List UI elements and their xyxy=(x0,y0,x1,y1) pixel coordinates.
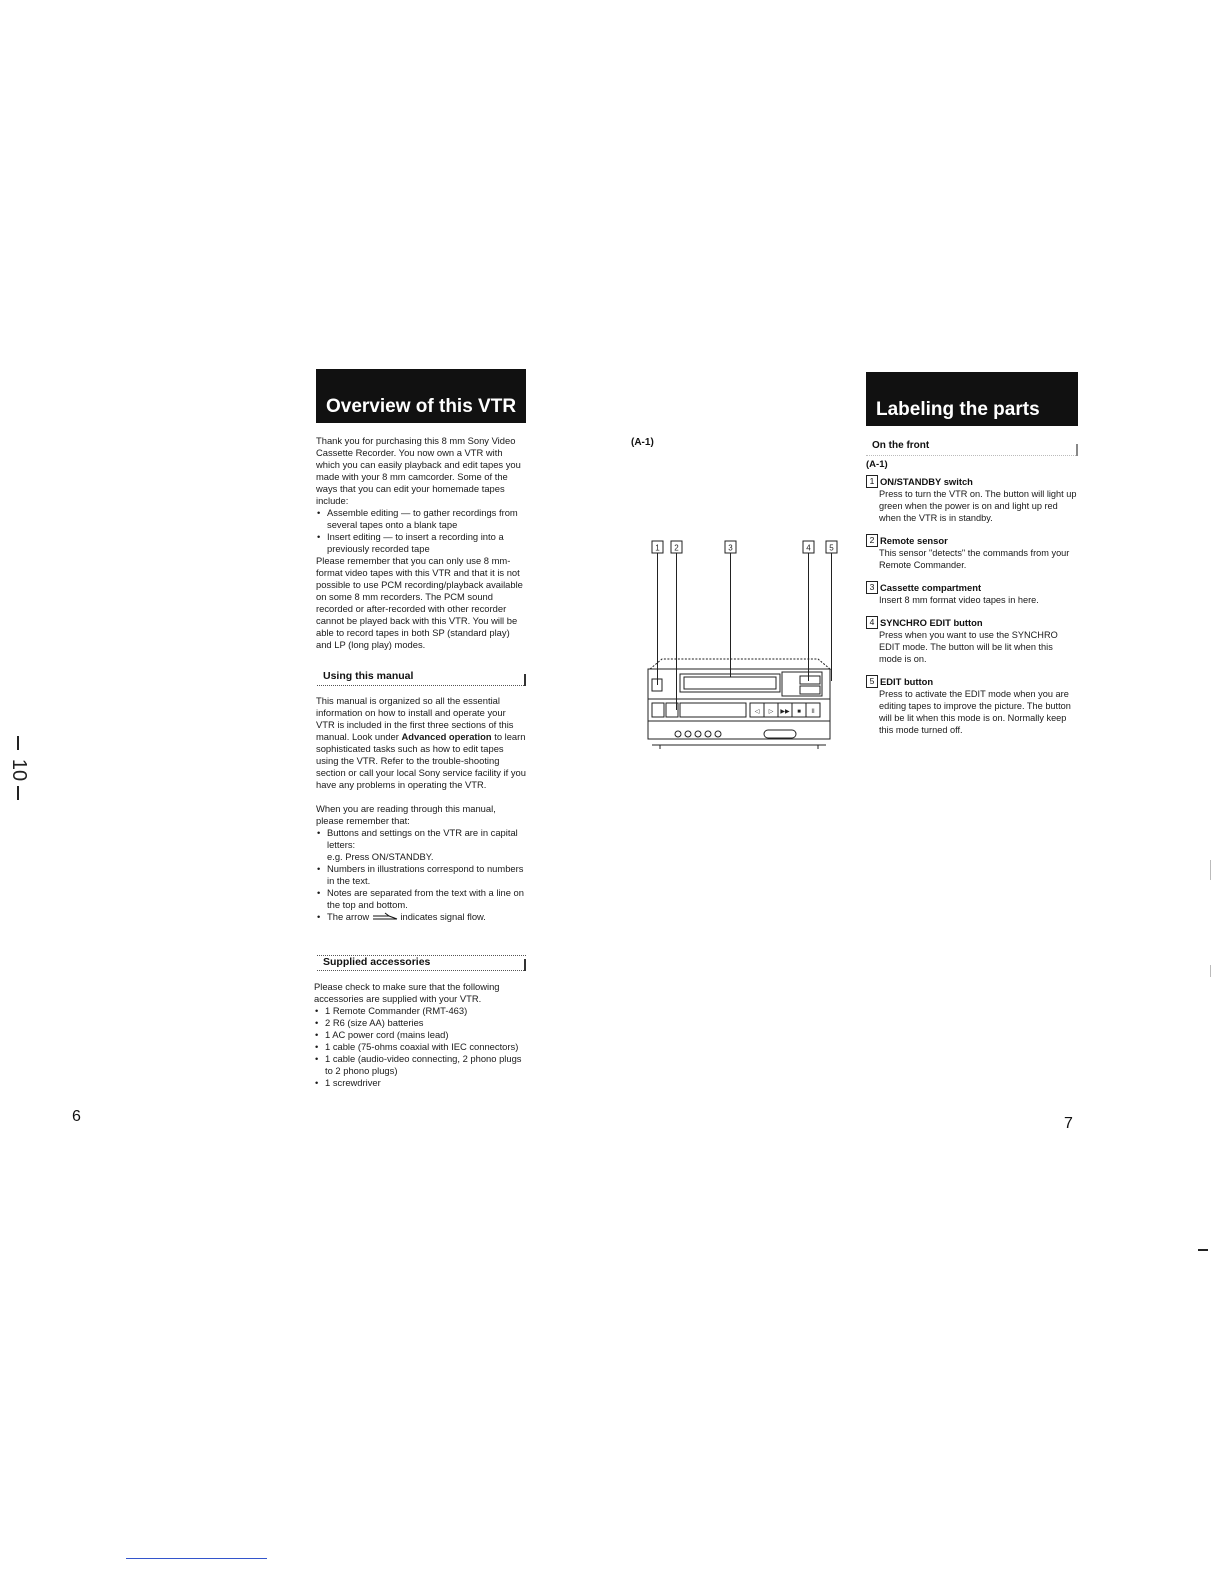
vtr-lower-panel xyxy=(648,699,830,721)
heading-end-mark xyxy=(1076,444,1078,456)
list-item: • 1 Remote Commander (RMT-463) xyxy=(314,1005,526,1017)
part-item-edit-button xyxy=(866,675,1078,736)
list-item: • Insert editing — to insert a recording into a previously recorded tape xyxy=(316,531,526,555)
signal-arrow-icon xyxy=(372,912,398,921)
left-page-number: 6 xyxy=(72,1108,81,1125)
part-item-remote-sensor xyxy=(866,534,1078,571)
right-page-number: 7 xyxy=(1064,1115,1073,1132)
accessories-heading-box xyxy=(317,955,526,971)
list-item-text: Buttons and settings on the VTR are in capital letters: xyxy=(327,827,518,850)
advanced-operation-ref: Advanced operation xyxy=(401,731,492,742)
footer-link-line xyxy=(126,1558,267,1559)
heading-end-mark xyxy=(524,959,526,971)
part-item-cassette-compartment xyxy=(866,581,1078,606)
left-title-band xyxy=(316,369,526,423)
part-name: SYNCHRO EDIT button xyxy=(880,617,983,628)
part-number: 4 xyxy=(866,616,878,629)
part-number: 1 xyxy=(866,475,878,488)
accessories-list xyxy=(314,1005,526,1089)
list-item xyxy=(316,827,526,863)
format-paragraph: Please remember that you can only use 8 mm-format video tapes with this VTR and that it is not possible to use PCM recording/playback available on some 8 mm recorders. The PCM sound recorded or after-recorded with other recorder cannot be played back with this VTR. You will be able to record tapes in both SP (standard play) and LP (long play) modes. xyxy=(316,555,523,650)
intro-paragraph: Thank you for purchasing this 8 mm Sony Video Cassette Recorder. You now own a VTR with which you can easily playback and edit tapes you made with your 8 mm camcorder. Some of the ways that you can edit your homemade tapes include: xyxy=(316,435,521,506)
figure-label: (A-1) xyxy=(631,437,654,448)
list-item-text: indicates signal flow. xyxy=(400,911,486,922)
list-item xyxy=(316,911,526,923)
part-description: Insert 8 mm format video tapes in here. xyxy=(879,595,1039,605)
part-name: EDIT button xyxy=(880,676,934,687)
list-item: • Notes are separated from the text with a line on the top and bottom. xyxy=(316,887,526,911)
left-column-top xyxy=(316,435,526,651)
using-manual-heading-box xyxy=(317,670,526,686)
paragraph-text: This manual is organized so all the essential information on how to install and operate your VTR is included in the first three sections of this manual. Look under xyxy=(316,695,514,742)
scan-mark xyxy=(1210,965,1211,977)
callout-number-4: 4 xyxy=(806,543,811,553)
callout-number-5: 5 xyxy=(829,543,834,553)
side-marker-number: 10 xyxy=(8,758,30,782)
list-item-text: The arrow xyxy=(327,911,370,922)
right-page-title: Labeling the parts xyxy=(876,399,1040,420)
list-item: • Assemble editing — to gather recordings from several tapes onto a blank tape xyxy=(316,507,526,531)
left-page-title: Overview of this VTR xyxy=(326,396,517,417)
vtr-front-illustration xyxy=(640,535,850,760)
callout-number-1: 1 xyxy=(655,543,660,553)
left-column-middle xyxy=(316,695,526,923)
scan-dash xyxy=(1198,1249,1208,1251)
svg-text:▷: ▷ xyxy=(768,709,774,715)
list-item: • 1 cable (audio-video connecting, 2 phono plugs to 2 phono plugs) xyxy=(314,1053,526,1077)
list-item: • 2 R6 (size AA) batteries xyxy=(314,1017,526,1029)
side-page-marker xyxy=(8,736,28,800)
part-name: Cassette compartment xyxy=(880,582,982,593)
on-the-front-heading-box xyxy=(866,440,1078,456)
part-number: 5 xyxy=(866,675,878,688)
part-number: 2 xyxy=(866,534,878,547)
using-manual-heading: Using this manual xyxy=(323,670,414,682)
part-name: Remote sensor xyxy=(880,535,948,546)
reading-bullet-list xyxy=(316,827,526,923)
paragraph-text: to learn sophisticated tasks such as how to edit tapes using the VTR. Refer to the trouble-shooting section or call your local Sony service facility if you have any problems in operating the VTR. xyxy=(316,731,526,790)
accessories-heading: Supplied accessories xyxy=(323,956,431,968)
scan-mark xyxy=(1210,860,1211,880)
reading-intro: When you are reading through this manual, please remember that: xyxy=(316,803,496,826)
part-description: Press to turn the VTR on. The button will light up green when the power is on and light up red when the VTR is in standby. xyxy=(879,489,1077,523)
svg-text:◁: ◁ xyxy=(754,709,760,715)
part-item-on-standby xyxy=(866,475,1078,524)
part-item-synchro-edit xyxy=(866,616,1078,665)
list-item: • 1 screwdriver xyxy=(314,1077,526,1089)
example-text: e.g. Press ON/STANDBY. xyxy=(327,851,434,862)
intro-bullet-list xyxy=(316,507,526,555)
svg-text:▶▶: ▶▶ xyxy=(780,709,790,715)
list-item: • 1 cable (75-ohms coaxial with IEC connectors) xyxy=(314,1041,526,1053)
right-title-band xyxy=(866,372,1078,426)
heading-end-mark xyxy=(524,674,526,686)
vtr-base xyxy=(648,721,830,739)
parts-figure-ref: (A-1) xyxy=(866,459,888,470)
svg-text:■: ■ xyxy=(797,709,801,715)
part-description: Press when you want to use the SYNCHRO EDIT mode. The button will be lit when this mode is on. xyxy=(879,630,1058,664)
callout-number-2: 2 xyxy=(674,543,679,553)
on-the-front-heading: On the front xyxy=(872,440,930,451)
part-description: This sensor "detects" the commands from your Remote Commander. xyxy=(879,548,1070,570)
callout-number-3: 3 xyxy=(728,543,733,553)
svg-text:II: II xyxy=(811,709,815,715)
part-number: 3 xyxy=(866,581,878,594)
part-description: Press to activate the EDIT mode when you are editing tapes to improve the picture. The button will be lit when this mode is on. Normally keep this mode turned off. xyxy=(879,689,1071,735)
vtr-display xyxy=(680,703,746,717)
list-item: • Numbers in illustrations correspond to numbers in the text. xyxy=(316,863,526,887)
left-column-bottom xyxy=(314,981,526,1089)
parts-list xyxy=(866,475,1078,746)
list-item: • 1 AC power cord (mains lead) xyxy=(314,1029,526,1041)
accessories-intro: Please check to make sure that the following accessories are supplied with your VTR. xyxy=(314,981,500,1004)
using-manual-paragraph xyxy=(316,695,526,791)
part-name: ON/STANDBY switch xyxy=(880,476,973,487)
